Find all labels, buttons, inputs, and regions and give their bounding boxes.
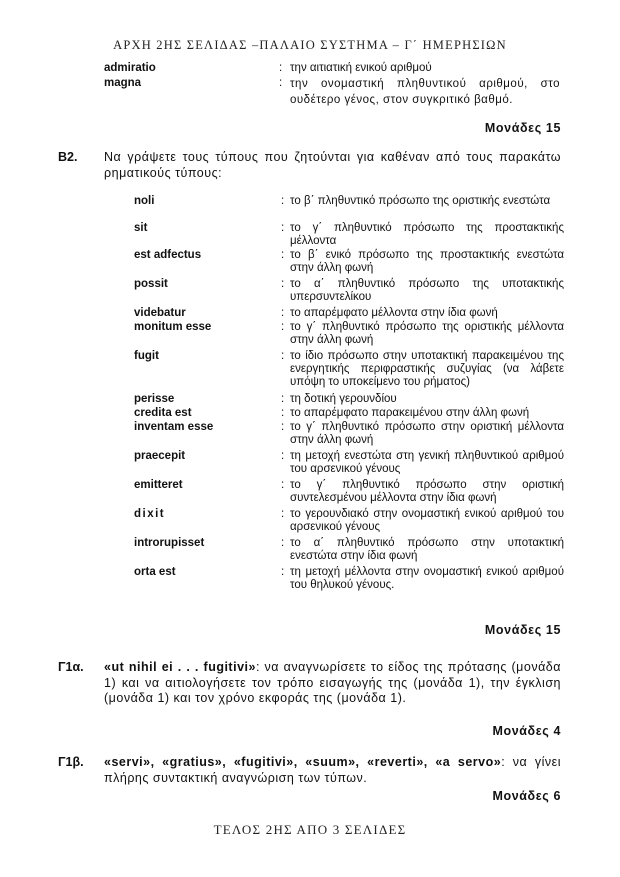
verb-term: orta est: [134, 566, 176, 578]
question-label-g1a: Γ1α.: [58, 660, 84, 674]
question-label-g1b: Γ1β.: [58, 755, 84, 769]
monades-b2: Μονάδες 15: [484, 623, 561, 637]
monades-g1b: Μονάδες 6: [492, 789, 561, 803]
monades-g1a: Μονάδες 4: [492, 724, 561, 738]
a-desc: την ονομαστική πληθυντικού αριθμού, στο ουδέτερο γένος, στον συγκριτικό βαθμό.: [290, 78, 560, 106]
question-text-g1a: [104, 660, 561, 707]
verb-desc: το ίδιο πρόσωπο στην υποτακτική παρακειμένου της ενεργητικής περιφραστικής συζυγίας (να λάβετε υπόψη το υποκείμενο του ρήματος): [290, 350, 564, 388]
colon: :: [279, 77, 283, 89]
colon: :: [281, 537, 285, 549]
verb-term: fugit: [134, 350, 159, 362]
a-term: admiratio: [104, 62, 156, 74]
verb-desc: τη δοτική γερουνδίου: [290, 393, 397, 405]
colon: :: [281, 321, 285, 333]
verb-term: possit: [134, 278, 168, 290]
verb-desc: το γ΄ πληθυντικό πρόσωπο στην οριστική μέλλοντα στην άλλη φωνή: [290, 421, 564, 446]
question-label-b2: Β2.: [58, 150, 78, 164]
verb-term: sit: [134, 222, 148, 234]
monades-a: Μονάδες 15: [484, 121, 561, 135]
verb-desc: το απαρέμφατο μέλλοντα στην ίδια φωνή: [290, 307, 498, 319]
a-term: magna: [104, 77, 142, 89]
colon: :: [281, 350, 285, 362]
verb-term: praecepit: [134, 450, 186, 462]
verb-desc: το απαρέμφατο παρακειμένου στην άλλη φωνή: [290, 407, 530, 419]
verb-term: videbatur: [134, 307, 186, 319]
colon: :: [281, 566, 285, 578]
colon: :: [281, 508, 285, 520]
colon: :: [281, 195, 285, 207]
question-text-b2: Να γράψετε τους τύπους που ζητούνται για καθέναν από τους παρακάτω ρηματικούς τύπους:: [104, 150, 561, 180]
verb-desc: το α΄ πληθυντικό πρόσωπο της υποτακτικής υπερσυντελίκου: [290, 278, 564, 303]
colon: :: [281, 393, 285, 405]
a-desc: την αιτιατική ενικού αριθμού: [290, 62, 432, 74]
colon: :: [281, 479, 285, 491]
colon: :: [281, 421, 285, 433]
colon: :: [281, 278, 285, 290]
colon: :: [281, 407, 285, 419]
verb-term: noli: [134, 195, 155, 207]
verb-term: inventam esse: [134, 421, 214, 433]
verb-term: monitum esse: [134, 321, 212, 333]
verb-term: credita est: [134, 407, 192, 419]
verb-desc: το γ΄ πληθυντικό πρόσωπο της προστακτικής μέλλοντα: [290, 222, 564, 247]
verb-desc: το γ΄ πληθυντικό πρόσωπο στην οριστική συντελεσμένου μέλλοντα στην ίδια φωνή: [290, 479, 564, 504]
instruction: : να γίνει πλήρης συντακτική αναγνώριση των τύπων.: [104, 755, 561, 785]
verb-term: emitteret: [134, 479, 183, 491]
verb-desc: τη μετοχή μέλλοντα στην ονομαστική ενικού αριθμού του θηλυκού γένους.: [290, 566, 564, 591]
verb-desc: τη μετοχή ενεστώτα στη γενική πληθυντικού αριθμού του αρσενικού γένους: [290, 450, 564, 475]
verb-desc: το β΄ ενικό πρόσωπο της προστακτικής ενεστώτα στην άλλη φωνή: [290, 249, 564, 274]
verb-desc: το γ΄ πληθυντικό πρόσωπο της οριστικής μέλλοντα στην άλλη φωνή: [290, 321, 564, 346]
page-footer: ΤΕΛΟΣ 2ΗΣ ΑΠΟ 3 ΣΕΛΙΔΕΣ: [213, 822, 407, 837]
colon: :: [281, 249, 285, 261]
verb-desc: το α΄ πληθυντικό πρόσωπο στην υποτακτική ενεστώτα στην ίδια φωνή: [290, 537, 564, 562]
verb-desc: το β΄ πληθυντικό πρόσωπο της οριστικής ενεστώτα: [290, 195, 551, 207]
quote: «servi», «gratius», «fugitivi», «suum», «reverti», «a servo»: [104, 755, 502, 769]
colon: :: [279, 62, 283, 74]
verb-term: dixit: [134, 508, 166, 520]
colon: :: [281, 307, 285, 319]
colon: :: [281, 222, 285, 234]
page-header: ΑΡΧΗ 2ΗΣ ΣΕΛΙΔΑΣ –ΠΑΛΑΙΟ ΣΥΣΤΗΜΑ – Γ΄ ΗΜΕΡΗΣΙΩΝ: [113, 38, 507, 52]
quote: «ut nihil ei . . . fugitivi»: [104, 660, 256, 674]
verb-term: perisse: [134, 393, 175, 405]
verb-term: est adfectus: [134, 249, 202, 261]
a-item-admiratio: [104, 62, 560, 75]
instruction: : να αναγνωρίσετε το είδος της πρότασης (μονάδα 1) και να αιτιολογήσετε τον τρόπο εισαγωγής της (μονάδα 1), την έγκλιση (μονάδα 1) και τον χρόνο εκφοράς της (μονάδα 1).: [104, 660, 561, 705]
verb-desc: το γερουνδιακό στην ονομαστική ενικού αριθμού του αρσενικού γένους: [290, 508, 564, 533]
question-text-g1b: [104, 755, 561, 786]
a-item-magna: [104, 77, 560, 106]
verb-term: introrupisset: [134, 537, 205, 549]
colon: :: [281, 450, 285, 462]
